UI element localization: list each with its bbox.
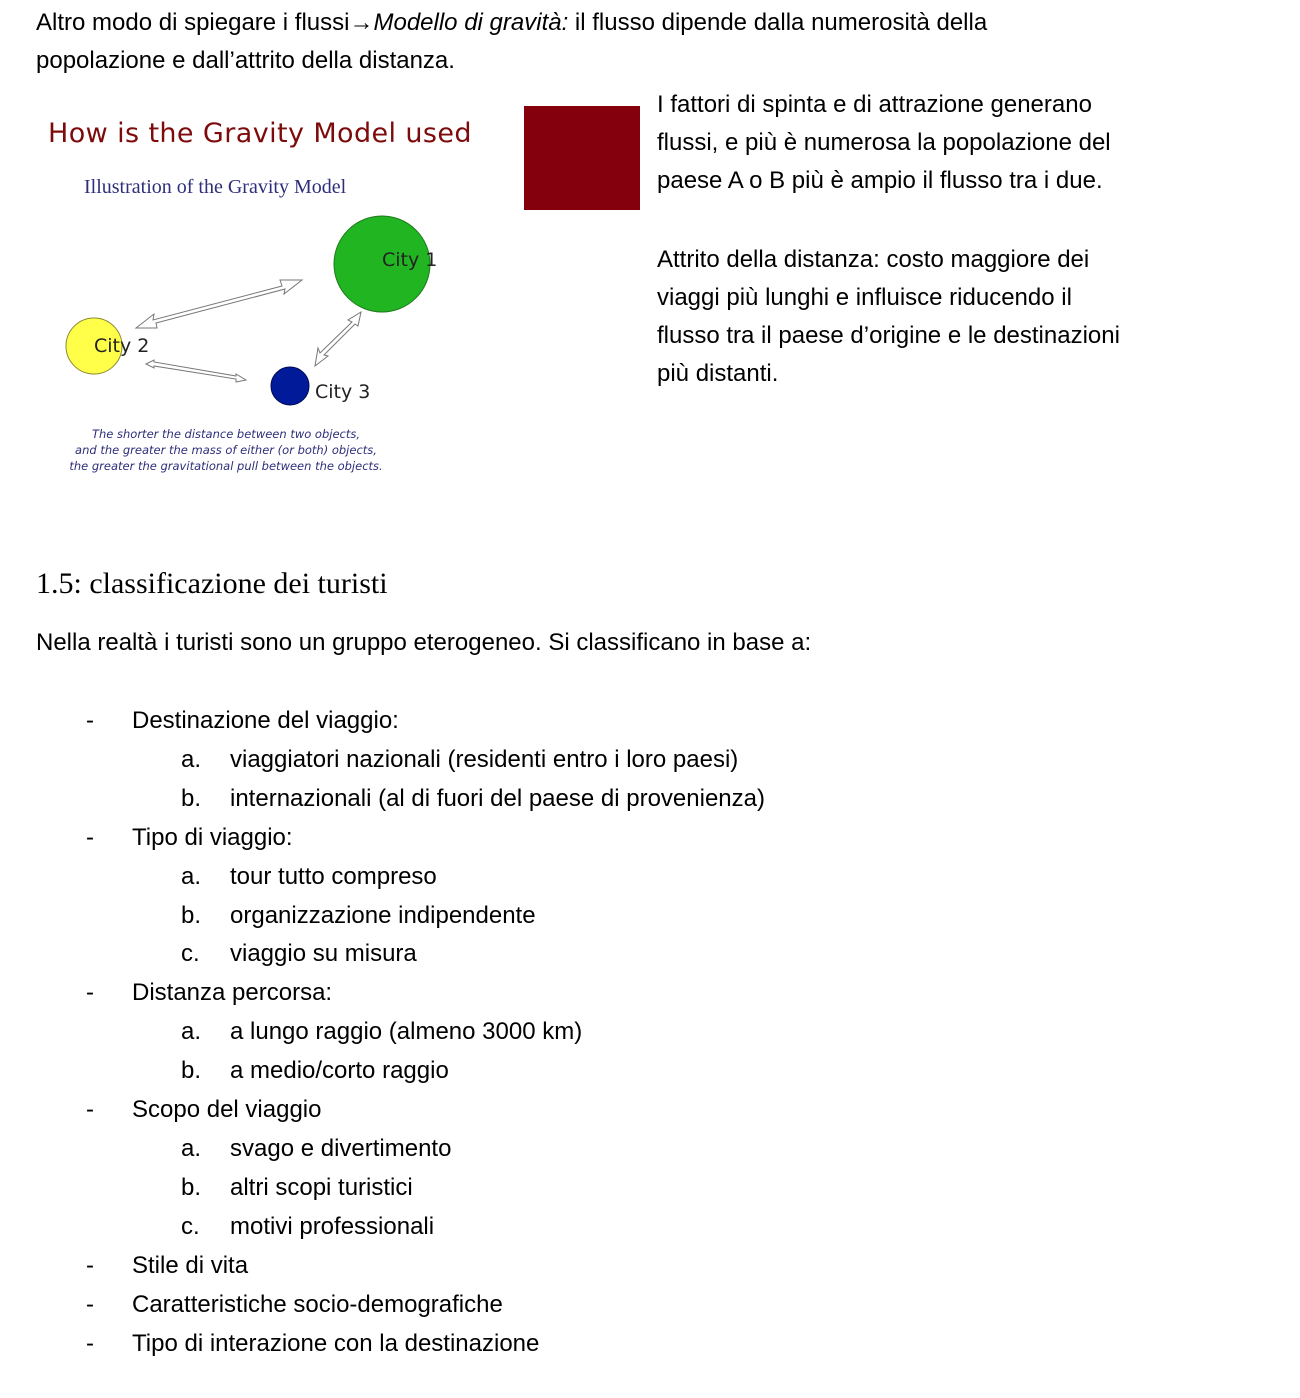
sub-item xyxy=(36,741,765,780)
sub-item-text: a medio/corto raggio xyxy=(230,1057,449,1085)
sub-item-text: motivi professionali xyxy=(230,1212,435,1240)
sub-item xyxy=(36,780,765,819)
dash-bullet: - xyxy=(86,707,94,734)
sub-item xyxy=(36,1169,765,1208)
sub-item xyxy=(36,858,765,897)
list-item xyxy=(36,974,765,1091)
text-line: Attrito della distanza: costo maggiore dei xyxy=(657,246,1090,273)
sub-item-letter: a. xyxy=(181,745,202,773)
sub-item-letter: a. xyxy=(181,1018,202,1046)
list-item-label: Destinazione del viaggio: xyxy=(132,707,399,734)
sub-item xyxy=(36,1208,765,1247)
gravity-diagram xyxy=(36,96,596,426)
caption-line: and the greater the mass of either (or both) objects, xyxy=(75,443,377,457)
text-line: flussi, e più è numerosa la popolazione del xyxy=(657,129,1111,156)
dash-bullet: - xyxy=(86,823,94,851)
dash-bullet: - xyxy=(86,1251,94,1279)
section-lead: Nella realtà i turisti sono un gruppo eterogeneo. Si classificano in base a: xyxy=(36,629,812,656)
sub-item xyxy=(36,897,765,936)
city-1-label: City 1 xyxy=(382,249,438,271)
list-item-label: Stile di vita xyxy=(132,1251,249,1279)
sub-item-text: internazionali (al di fuori del paese di provenienza) xyxy=(230,784,765,812)
figure-title: How is the Gravity Model used xyxy=(48,118,472,149)
intro-line1-prefix: Altro modo di spiegare i flussi→ xyxy=(36,9,374,36)
sub-item xyxy=(36,935,765,974)
figure-subtitle: Illustration of the Gravity Model xyxy=(84,176,347,198)
double-arrow-icon xyxy=(136,280,302,328)
sub-item-letter: c. xyxy=(181,940,200,968)
sub-item-text: altri scopi turistici xyxy=(230,1173,413,1201)
city-2-label: City 2 xyxy=(94,335,150,357)
dash-bullet: - xyxy=(86,1329,94,1357)
sub-item-letter: b. xyxy=(181,1173,202,1201)
intro-line1-suffix: il flusso dipende dalla numerosità della xyxy=(568,9,988,36)
text-line: flusso tra il paese d’origine e le destinazioni xyxy=(657,322,1120,349)
list-item xyxy=(36,1091,765,1247)
list-item xyxy=(36,819,765,975)
sub-item-letter: a. xyxy=(181,1134,202,1162)
list-item xyxy=(36,1286,765,1325)
dash-bullet: - xyxy=(86,1096,94,1124)
caption-line: the greater the gravitational pull between the objects. xyxy=(69,459,383,473)
list-item-label: Caratteristiche socio-demografiche xyxy=(132,1290,503,1318)
sub-item xyxy=(36,1130,765,1169)
sub-item-text: viaggio su misura xyxy=(230,940,417,968)
text-line: I fattori di spinta e di attrazione generano xyxy=(657,91,1092,118)
section-heading: 1.5: classificazione dei turisti xyxy=(36,567,388,600)
sub-item-letter: b. xyxy=(181,1057,202,1085)
caption-line: The shorter the distance between two objects, xyxy=(91,427,361,441)
city-3-label: City 3 xyxy=(315,381,371,403)
intro-italic-term: Modello di gravità: xyxy=(373,9,569,36)
push-pull-paragraph xyxy=(657,86,1111,200)
text-line: viaggi più lunghi e influisce riducendo il xyxy=(657,284,1072,311)
distance-friction-paragraph xyxy=(657,241,1120,393)
sub-item-text: a lungo raggio (almeno 3000 km) xyxy=(230,1018,583,1046)
classification-list xyxy=(36,702,765,1363)
list-item xyxy=(36,702,765,819)
list-item-label: Scopo del viaggio xyxy=(132,1096,322,1124)
figure-caption xyxy=(36,426,416,474)
sub-item-letter: b. xyxy=(181,784,202,812)
sub-item xyxy=(36,1052,765,1091)
list-item xyxy=(36,1325,765,1364)
gravity-model-figure xyxy=(36,96,640,486)
sub-item-letter: c. xyxy=(181,1212,200,1240)
list-item xyxy=(36,1247,765,1286)
double-arrow-icon xyxy=(315,312,361,366)
text-line: più distanti. xyxy=(657,360,779,387)
sub-item-text: svago e divertimento xyxy=(230,1134,452,1162)
list-item-label: Tipo di interazione con la destinazione xyxy=(132,1329,540,1357)
dash-bullet: - xyxy=(86,979,94,1007)
list-item-label: Tipo di viaggio: xyxy=(132,823,293,851)
intro-line2: popolazione e dall’attrito della distanza. xyxy=(36,47,455,74)
dash-bullet: - xyxy=(86,1290,94,1318)
double-arrow-icon xyxy=(146,360,246,382)
sub-item-letter: a. xyxy=(181,862,202,890)
sub-item-text: viaggiatori nazionali (residenti entro i loro paesi) xyxy=(230,745,739,773)
sub-item xyxy=(36,1013,765,1052)
city-3-circle xyxy=(271,367,309,405)
intro-paragraph xyxy=(36,4,987,80)
list-item-label: Distanza percorsa: xyxy=(132,979,333,1007)
sub-item-text: tour tutto compreso xyxy=(230,862,437,890)
sub-item-letter: b. xyxy=(181,901,202,929)
sub-item-text: organizzazione indipendente xyxy=(230,901,536,929)
text-line: paese A o B più è ampio il flusso tra i due. xyxy=(657,167,1103,194)
